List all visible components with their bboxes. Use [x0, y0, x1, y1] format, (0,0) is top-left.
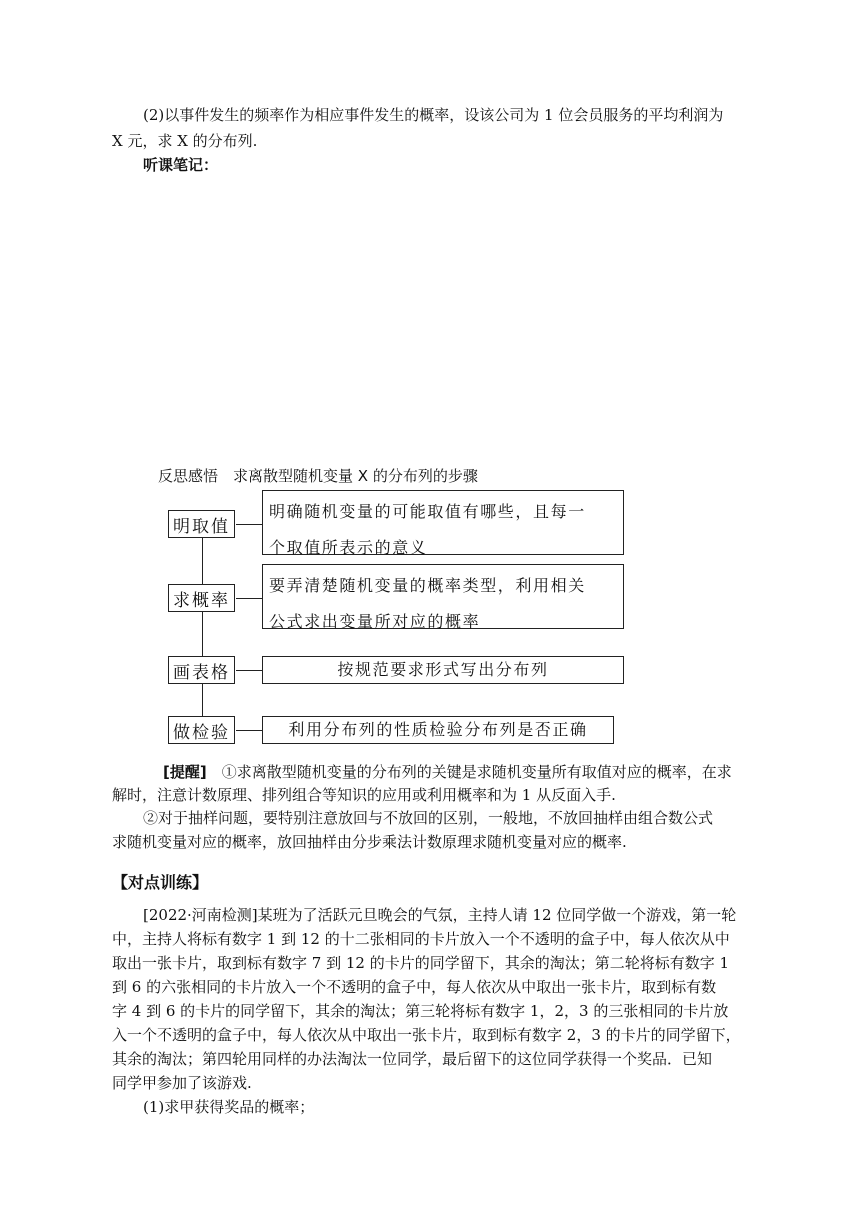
tip-line3: ②对于抽样问题，要特别注意放回与不放回的区别，一般地，不放回抽样由组合数公式 [143, 809, 714, 827]
tip-line4: 求随机变量对应的概率，放回抽样由分步乘法计数原理求随机变量对应的概率. [112, 833, 627, 851]
step-desc-line: 要弄清楚随机变量的概率类型，利用相关 [269, 576, 586, 595]
connector-line [202, 538, 203, 584]
step-desc-find-probability [262, 564, 624, 629]
connector-dash [236, 670, 262, 671]
step-desc-verify: 利用分布列的性质检验分布列是否正确 [262, 716, 614, 744]
step-box-determine-values: 明取值 [168, 510, 235, 538]
training-line: 取出一张卡片，取到标有数字 7 到 12 的卡片的同学留下，其余的淘汰；第二轮将标有数字 1 [112, 954, 730, 972]
training-line: [2022·河南检测]某班为了活跃元旦晚会的气氛，主持人请 12 位同学做一个游戏，第一轮 [143, 906, 737, 924]
training-question1: (1)求甲获得奖品的概率； [143, 1098, 315, 1116]
step-desc-determine-values [262, 490, 624, 555]
notes-label: 听课笔记： [143, 156, 219, 174]
tip-label: [提醒] [163, 763, 207, 781]
step-box-verify: 做检验 [168, 716, 235, 744]
connector-dash [236, 598, 262, 599]
step-desc-line: 明确随机变量的可能取值有哪些，且每一 [269, 502, 586, 521]
training-line: 其余的淘汰；第四轮用同样的办法淘汰一位同学，最后留下的这位同学获得一个奖品．已知 [112, 1050, 713, 1068]
training-line: 字 4 到 6 的卡片的同学留下，其余的淘汰；第三轮将标有数字 1，2，3 的三张相同的卡片放 [112, 1002, 729, 1020]
tip-line1 [163, 762, 732, 782]
reflection-heading: 反思感悟 求离散型随机变量 X 的分布列的步骤 [158, 467, 478, 485]
question-part2-line1: (2)以事件发生的频率作为相应事件发生的概率，设该公司为 1 位会员服务的平均利润为 [143, 106, 724, 124]
step-box-find-probability: 求概率 [168, 584, 235, 612]
step-desc-line: 个取值所表示的意义 [269, 538, 428, 557]
connector-dash [236, 524, 262, 525]
training-line: 到 6 的六张相同的卡片放入一个不透明的盒子中，每人依次从中取出一张卡片，取到标有数 [112, 978, 717, 996]
tip-line2: 解时，注意计数原理、排列组合等知识的应用或利用概率和为 1 从反面入手. [112, 786, 616, 804]
step-desc-draw-table: 按规范要求形式写出分布列 [262, 656, 624, 684]
connector-dash [236, 730, 262, 731]
training-line: 中，主持人将标有数字 1 到 12 的十二张相同的卡片放入一个不透明的盒子中，每人依次从中 [112, 930, 730, 948]
connector-line [202, 612, 203, 656]
training-line: 入一个不透明的盒子中，每人依次从中取出一张卡片，取到标有数字 2，3 的卡片的同学留下， [112, 1026, 741, 1044]
step-box-draw-table: 画表格 [168, 656, 235, 684]
connector-line [202, 684, 203, 716]
training-line: 同学甲参加了该游戏. [112, 1074, 252, 1092]
question-part2-line2: X 元，求 X 的分布列. [112, 132, 258, 150]
step-desc-line: 公式求出变量所对应的概率 [269, 612, 481, 631]
tip-line1-text: ①求离散型随机变量的分布列的关键是求随机变量所有取值对应的概率，在求 [221, 763, 732, 781]
training-heading: 【对点训练】 [112, 873, 209, 892]
